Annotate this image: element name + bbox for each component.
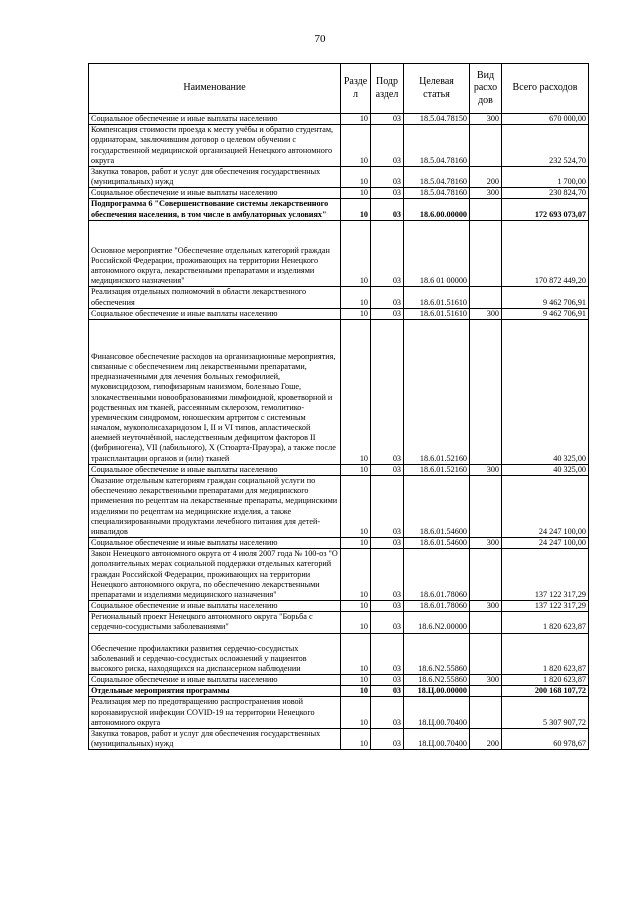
cell-expense-type: 300 <box>470 675 502 686</box>
table-row <box>89 308 589 319</box>
cell-total: 200 168 107,72 <box>502 686 589 697</box>
cell-section: 10 <box>341 549 371 601</box>
cell-section: 10 <box>341 538 371 549</box>
cell-total: 24 247 100,00 <box>502 538 589 549</box>
cell-total: 137 122 317,29 <box>502 601 589 612</box>
cell-section: 10 <box>341 199 371 220</box>
header-name: Наименование <box>89 64 341 114</box>
cell-name: Закон Ненецкого автономного округа от 4 июля 2007 года № 100-оз "О дополнительных мерах социальной поддержки отдельных категорий граждан Российской Федерации, проживающих на территории Ненецкого автономного округа, по обеспечению лекарственными препаратами и изделиями медицинского назначения" <box>89 549 341 601</box>
cell-name: Закупка товаров, работ и услуг для обеспечения государственных (муниципальных) нужд <box>89 728 341 749</box>
cell-name: Реализация отдельных полномочий в области лекарственного обеспечения <box>89 287 341 308</box>
cell-total: 9 462 706,91 <box>502 308 589 319</box>
cell-total: 9 462 706,91 <box>502 287 589 308</box>
cell-article: 18.6.01.54600 <box>404 475 470 537</box>
cell-article: 18.6.01.78060 <box>404 549 470 601</box>
table-row <box>89 538 589 549</box>
cell-expense-type: 300 <box>470 601 502 612</box>
cell-section: 10 <box>341 287 371 308</box>
cell-article: 18.6.01.54600 <box>404 538 470 549</box>
cell-subsection: 03 <box>371 287 404 308</box>
cell-article: 18.Ц.00.70400 <box>404 728 470 749</box>
cell-name: Отдельные мероприятия программы <box>89 686 341 697</box>
table-row <box>89 287 589 308</box>
cell-expense-type <box>470 319 502 464</box>
cell-total: 232 524,70 <box>502 125 589 167</box>
table-row <box>89 464 589 475</box>
table-row <box>89 475 589 537</box>
cell-name: Социальное обеспечение и иные выплаты населению <box>89 464 341 475</box>
header-expense-type: Вид расхо дов <box>470 64 502 114</box>
cell-expense-type <box>470 220 502 287</box>
cell-name: Региональный проект Ненецкого автономного округа "Борьба с сердечно-сосудистыми заболеваниями" <box>89 612 341 633</box>
cell-section: 10 <box>341 188 371 199</box>
cell-article: 18.6.N2.55860 <box>404 675 470 686</box>
table-body <box>89 114 589 750</box>
cell-section: 10 <box>341 601 371 612</box>
cell-subsection: 03 <box>371 633 404 675</box>
cell-article: 18.5.04.78160 <box>404 188 470 199</box>
cell-total: 5 307 907,72 <box>502 697 589 729</box>
cell-expense-type: 200 <box>470 728 502 749</box>
cell-section: 10 <box>341 612 371 633</box>
cell-name: Основное мероприятие "Обеспечение отдельных категорий граждан Российской Федерации, проживающих на территории Ненецкого автономного округа, лекарственными препаратами и изделиями медицинского назначения" <box>89 220 341 287</box>
cell-article: 18.6.01.52160 <box>404 319 470 464</box>
page-number: 70 <box>314 33 326 45</box>
header-article: Целевая статья <box>404 64 470 114</box>
cell-expense-type <box>470 697 502 729</box>
cell-subsection: 03 <box>371 475 404 537</box>
cell-expense-type <box>470 125 502 167</box>
cell-article: 18.5.04.78160 <box>404 166 470 187</box>
cell-name: Обеспечение профилактики развития сердечно-сосудистых заболеваний и сердечно-сосудистых осложнений у пациентов высокого риска, находящихся на диспансерном наблюдении <box>89 633 341 675</box>
cell-subsection: 03 <box>371 199 404 220</box>
cell-expense-type: 300 <box>470 464 502 475</box>
cell-section: 10 <box>341 686 371 697</box>
table-row <box>89 220 589 287</box>
table-row <box>89 319 589 464</box>
cell-total: 1 820 623,87 <box>502 633 589 675</box>
cell-name: Социальное обеспечение и иные выплаты населению <box>89 601 341 612</box>
table-row <box>89 686 589 697</box>
cell-subsection: 03 <box>371 686 404 697</box>
cell-section: 10 <box>341 728 371 749</box>
cell-expense-type: 300 <box>470 308 502 319</box>
budget-table <box>88 63 589 750</box>
cell-article: 18.5.04.78150 <box>404 114 470 125</box>
cell-article: 18.Ц.00.70400 <box>404 697 470 729</box>
cell-total: 24 247 100,00 <box>502 475 589 537</box>
cell-expense-type <box>470 287 502 308</box>
cell-name: Компенсация стоимости проезда к месту учёбы и обратно студентам, ординаторам, заключившим договор о целевом обучении с государственной медицинской организацией Ненецкого автономного округа <box>89 125 341 167</box>
cell-name: Финансовое обеспечение расходов на организационные мероприятия, связанные с обеспечением лиц лекарственными препаратами, предназначенными для лечения больных гемофилией, муковисцидозом, гипофизарным нанизмом, болезнью Гоше, злокачественными новообразованиями лимфоидной, кроветворной и родственных им тканей, рассеянным склерозом, гемолитико-уремическим синдромом, юношеским артритом с системным началом, мукополисахаридозом I, II и VI типов, апластической анемией неуточнённой, наследственным дефицитом факторов II (фибриногена), VII (лабильного), X (Стюарта-Прауэра), а также после трансплантации органов и (или) тканей <box>89 319 341 464</box>
cell-article: 18.6.N2.00000 <box>404 612 470 633</box>
table-row <box>89 166 589 187</box>
cell-name: Подпрограмма 6 "Совершенствование системы лекарственного обеспечения населения, в том числе в амбулаторных условиях" <box>89 199 341 220</box>
cell-article: 18.6.00.00000 <box>404 199 470 220</box>
cell-total: 137 122 317,29 <box>502 549 589 601</box>
cell-section: 10 <box>341 675 371 686</box>
cell-article: 18.5.04.78160 <box>404 125 470 167</box>
cell-subsection: 03 <box>371 464 404 475</box>
cell-name: Социальное обеспечение и иные выплаты населению <box>89 308 341 319</box>
cell-section: 10 <box>341 697 371 729</box>
cell-subsection: 03 <box>371 728 404 749</box>
cell-subsection: 03 <box>371 612 404 633</box>
cell-section: 10 <box>341 475 371 537</box>
cell-article: 18.6.01.78060 <box>404 601 470 612</box>
table-row <box>89 199 589 220</box>
cell-section: 10 <box>341 308 371 319</box>
header-total: Всего расходов <box>502 64 589 114</box>
cell-total: 170 872 449,20 <box>502 220 589 287</box>
table-row <box>89 125 589 167</box>
cell-article: 18.6.01.52160 <box>404 464 470 475</box>
cell-total: 670 000,00 <box>502 114 589 125</box>
cell-subsection: 03 <box>371 697 404 729</box>
cell-section: 10 <box>341 114 371 125</box>
cell-expense-type <box>470 686 502 697</box>
cell-section: 10 <box>341 319 371 464</box>
cell-name: Социальное обеспечение и иные выплаты населению <box>89 538 341 549</box>
table-row <box>89 633 589 675</box>
cell-subsection: 03 <box>371 675 404 686</box>
cell-total: 230 824,70 <box>502 188 589 199</box>
cell-subsection: 03 <box>371 220 404 287</box>
cell-expense-type: 300 <box>470 188 502 199</box>
cell-total: 172 693 073,07 <box>502 199 589 220</box>
cell-article: 18.Ц.00.00000 <box>404 686 470 697</box>
table-row <box>89 601 589 612</box>
table-row <box>89 114 589 125</box>
table-header-row <box>89 64 589 114</box>
cell-name: Социальное обеспечение и иные выплаты населению <box>89 114 341 125</box>
cell-name: Закупка товаров, работ и услуг для обеспечения государственных (муниципальных) нужд <box>89 166 341 187</box>
cell-section: 10 <box>341 125 371 167</box>
header-subsection: Подр аздел <box>371 64 404 114</box>
cell-total: 40 325,00 <box>502 464 589 475</box>
cell-total: 1 820 623,87 <box>502 675 589 686</box>
cell-subsection: 03 <box>371 308 404 319</box>
cell-expense-type: 200 <box>470 166 502 187</box>
cell-section: 10 <box>341 464 371 475</box>
cell-section: 10 <box>341 633 371 675</box>
cell-name: Социальное обеспечение и иные выплаты населению <box>89 675 341 686</box>
cell-subsection: 03 <box>371 114 404 125</box>
cell-subsection: 03 <box>371 188 404 199</box>
cell-article: 18.6 01 00000 <box>404 220 470 287</box>
table-row <box>89 612 589 633</box>
cell-section: 10 <box>341 220 371 287</box>
cell-expense-type: 300 <box>470 114 502 125</box>
cell-expense-type <box>470 475 502 537</box>
cell-total: 60 978,67 <box>502 728 589 749</box>
cell-subsection: 03 <box>371 166 404 187</box>
cell-article: 18.6.01.51610 <box>404 308 470 319</box>
cell-article: 18.6.N2.55860 <box>404 633 470 675</box>
cell-total: 40 325,00 <box>502 319 589 464</box>
table-row <box>89 549 589 601</box>
cell-expense-type <box>470 549 502 601</box>
cell-subsection: 03 <box>371 601 404 612</box>
cell-name: Реализация мер по предотвращению распространения новой коронавирусной инфекции COVID-19 на территории Ненецкого автономного округа <box>89 697 341 729</box>
cell-subsection: 03 <box>371 538 404 549</box>
cell-expense-type <box>470 633 502 675</box>
cell-total: 1 700,00 <box>502 166 589 187</box>
cell-total: 1 820 623,87 <box>502 612 589 633</box>
cell-article: 18.6.01.51610 <box>404 287 470 308</box>
header-section: Разде л <box>341 64 371 114</box>
table-row <box>89 188 589 199</box>
cell-expense-type <box>470 199 502 220</box>
cell-expense-type <box>470 612 502 633</box>
cell-expense-type: 300 <box>470 538 502 549</box>
cell-subsection: 03 <box>371 125 404 167</box>
cell-name: Оказание отдельным категориям граждан социальной услуги по обеспечению лекарственными препаратами для медицинского применения по рецептам на лекарственные препараты, медицинскими изделиями по рецептам на медицинские изделия, а также специализированными продуктами лечебного питания для детей-инвалидов <box>89 475 341 537</box>
cell-subsection: 03 <box>371 319 404 464</box>
cell-name: Социальное обеспечение и иные выплаты населению <box>89 188 341 199</box>
cell-section: 10 <box>341 166 371 187</box>
cell-subsection: 03 <box>371 549 404 601</box>
table-row <box>89 728 589 749</box>
table-row <box>89 697 589 729</box>
table-row <box>89 675 589 686</box>
